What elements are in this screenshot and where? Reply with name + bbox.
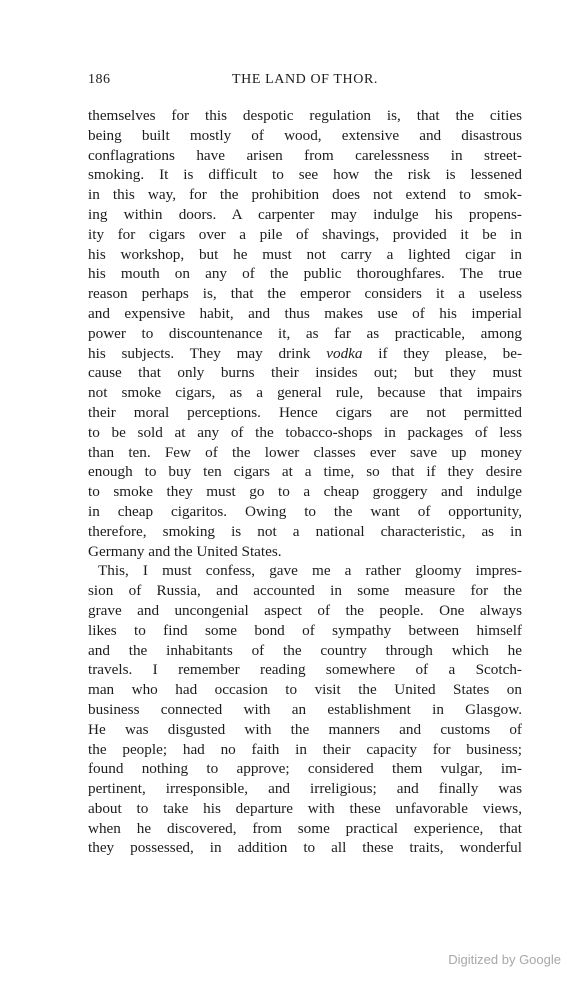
text-line: they possessed, in addition to all these traits, wonderful xyxy=(88,839,522,857)
text-line: man who had occasion to visit the United States on xyxy=(88,681,522,699)
text-line: travels. I remember reading somewhere of a Scotch- xyxy=(88,661,522,679)
text-line: their moral perceptions. Hence cigars are not permitted xyxy=(88,403,522,421)
text-line: about to take his departure with these unfavorable views, xyxy=(88,799,522,817)
text-line: his workshop, but he must not carry a lighted cigar in xyxy=(88,245,522,263)
paragraph-2 xyxy=(88,561,522,858)
text-line: power to discountenance it, as far as practicable, among xyxy=(88,324,522,342)
text-line: sion of Russia, and accounted in some measure for the xyxy=(88,582,522,600)
text-line: smoking. It is difficult to see how the risk is lessened xyxy=(88,166,522,184)
text-line: being built mostly of wood, extensive and disastrous xyxy=(88,126,522,144)
text-line: ity for cigars over a pile of shavings, provided it be in xyxy=(88,225,522,243)
body-text xyxy=(88,106,522,858)
text-line: his mouth on any of the public thoroughfares. The true xyxy=(88,265,522,283)
text-line: pertinent, irresponsible, and irreligious; and finally was xyxy=(88,780,522,798)
paragraph-1 xyxy=(88,106,522,561)
text-line: business connected with an establishment in Glasgow. xyxy=(88,700,522,718)
text-line: to smoke they must go to a cheap groggery and indulge xyxy=(88,483,522,501)
text-line: in this way, for the prohibition does not extend to smok- xyxy=(88,186,522,204)
text-line: This, I must confess, gave me a rather gloomy impres- xyxy=(98,562,522,580)
text-line: conflagrations have arisen from carelessness in street- xyxy=(88,146,522,164)
text-line: in cheap cigaritos. Owing to the want of opportunity, xyxy=(88,502,522,520)
text-line: therefore, smoking is not a national characteristic, as in xyxy=(88,522,522,540)
text-line: cause that only burns their insides out; but they must xyxy=(88,364,522,382)
page-number: 186 xyxy=(88,72,111,87)
text-line: his subjects. They may drink vodka if they please, be- xyxy=(88,344,523,362)
text-line: to be sold at any of the tobacco-shops in packages of less xyxy=(88,423,522,441)
text-line: than ten. Few of the lower classes ever save up money xyxy=(88,443,522,461)
text-line: not smoke cigars, as a general rule, because that impairs xyxy=(88,384,522,402)
running-head xyxy=(88,72,522,92)
text-line: when he discovered, from some practical experience, that xyxy=(88,819,522,837)
italic-word: vodka xyxy=(326,344,363,362)
text-line: He was disgusted with the manners and customs of xyxy=(88,720,522,738)
text-line: enough to buy ten cigars at a time, so that if they desire xyxy=(88,463,522,481)
text-line: the people; had no faith in their capacity for business; xyxy=(88,740,522,758)
running-title: THE LAND OF THOR. xyxy=(231,72,379,87)
text-line: reason perhaps is, that the emperor considers it a useless xyxy=(88,285,522,303)
text-line: and expensive habit, and thus makes use of his imperial xyxy=(88,304,522,322)
text-line: ing within doors. A carpenter may indulge his propens- xyxy=(88,205,522,223)
digitized-watermark: Digitized by Google xyxy=(448,952,561,967)
text-line: likes to find some bond of sympathy between himself xyxy=(88,621,522,639)
text-line: found nothing to approve; considered them vulgar, im- xyxy=(88,760,522,778)
text-line: themselves for this despotic regulation is, that the cities xyxy=(88,107,522,124)
text-line: grave and uncongenial aspect of the people. One always xyxy=(88,601,522,619)
text-line: Germany and the United States. xyxy=(88,542,282,560)
text-line: and the inhabitants of the country through which he xyxy=(88,641,522,659)
